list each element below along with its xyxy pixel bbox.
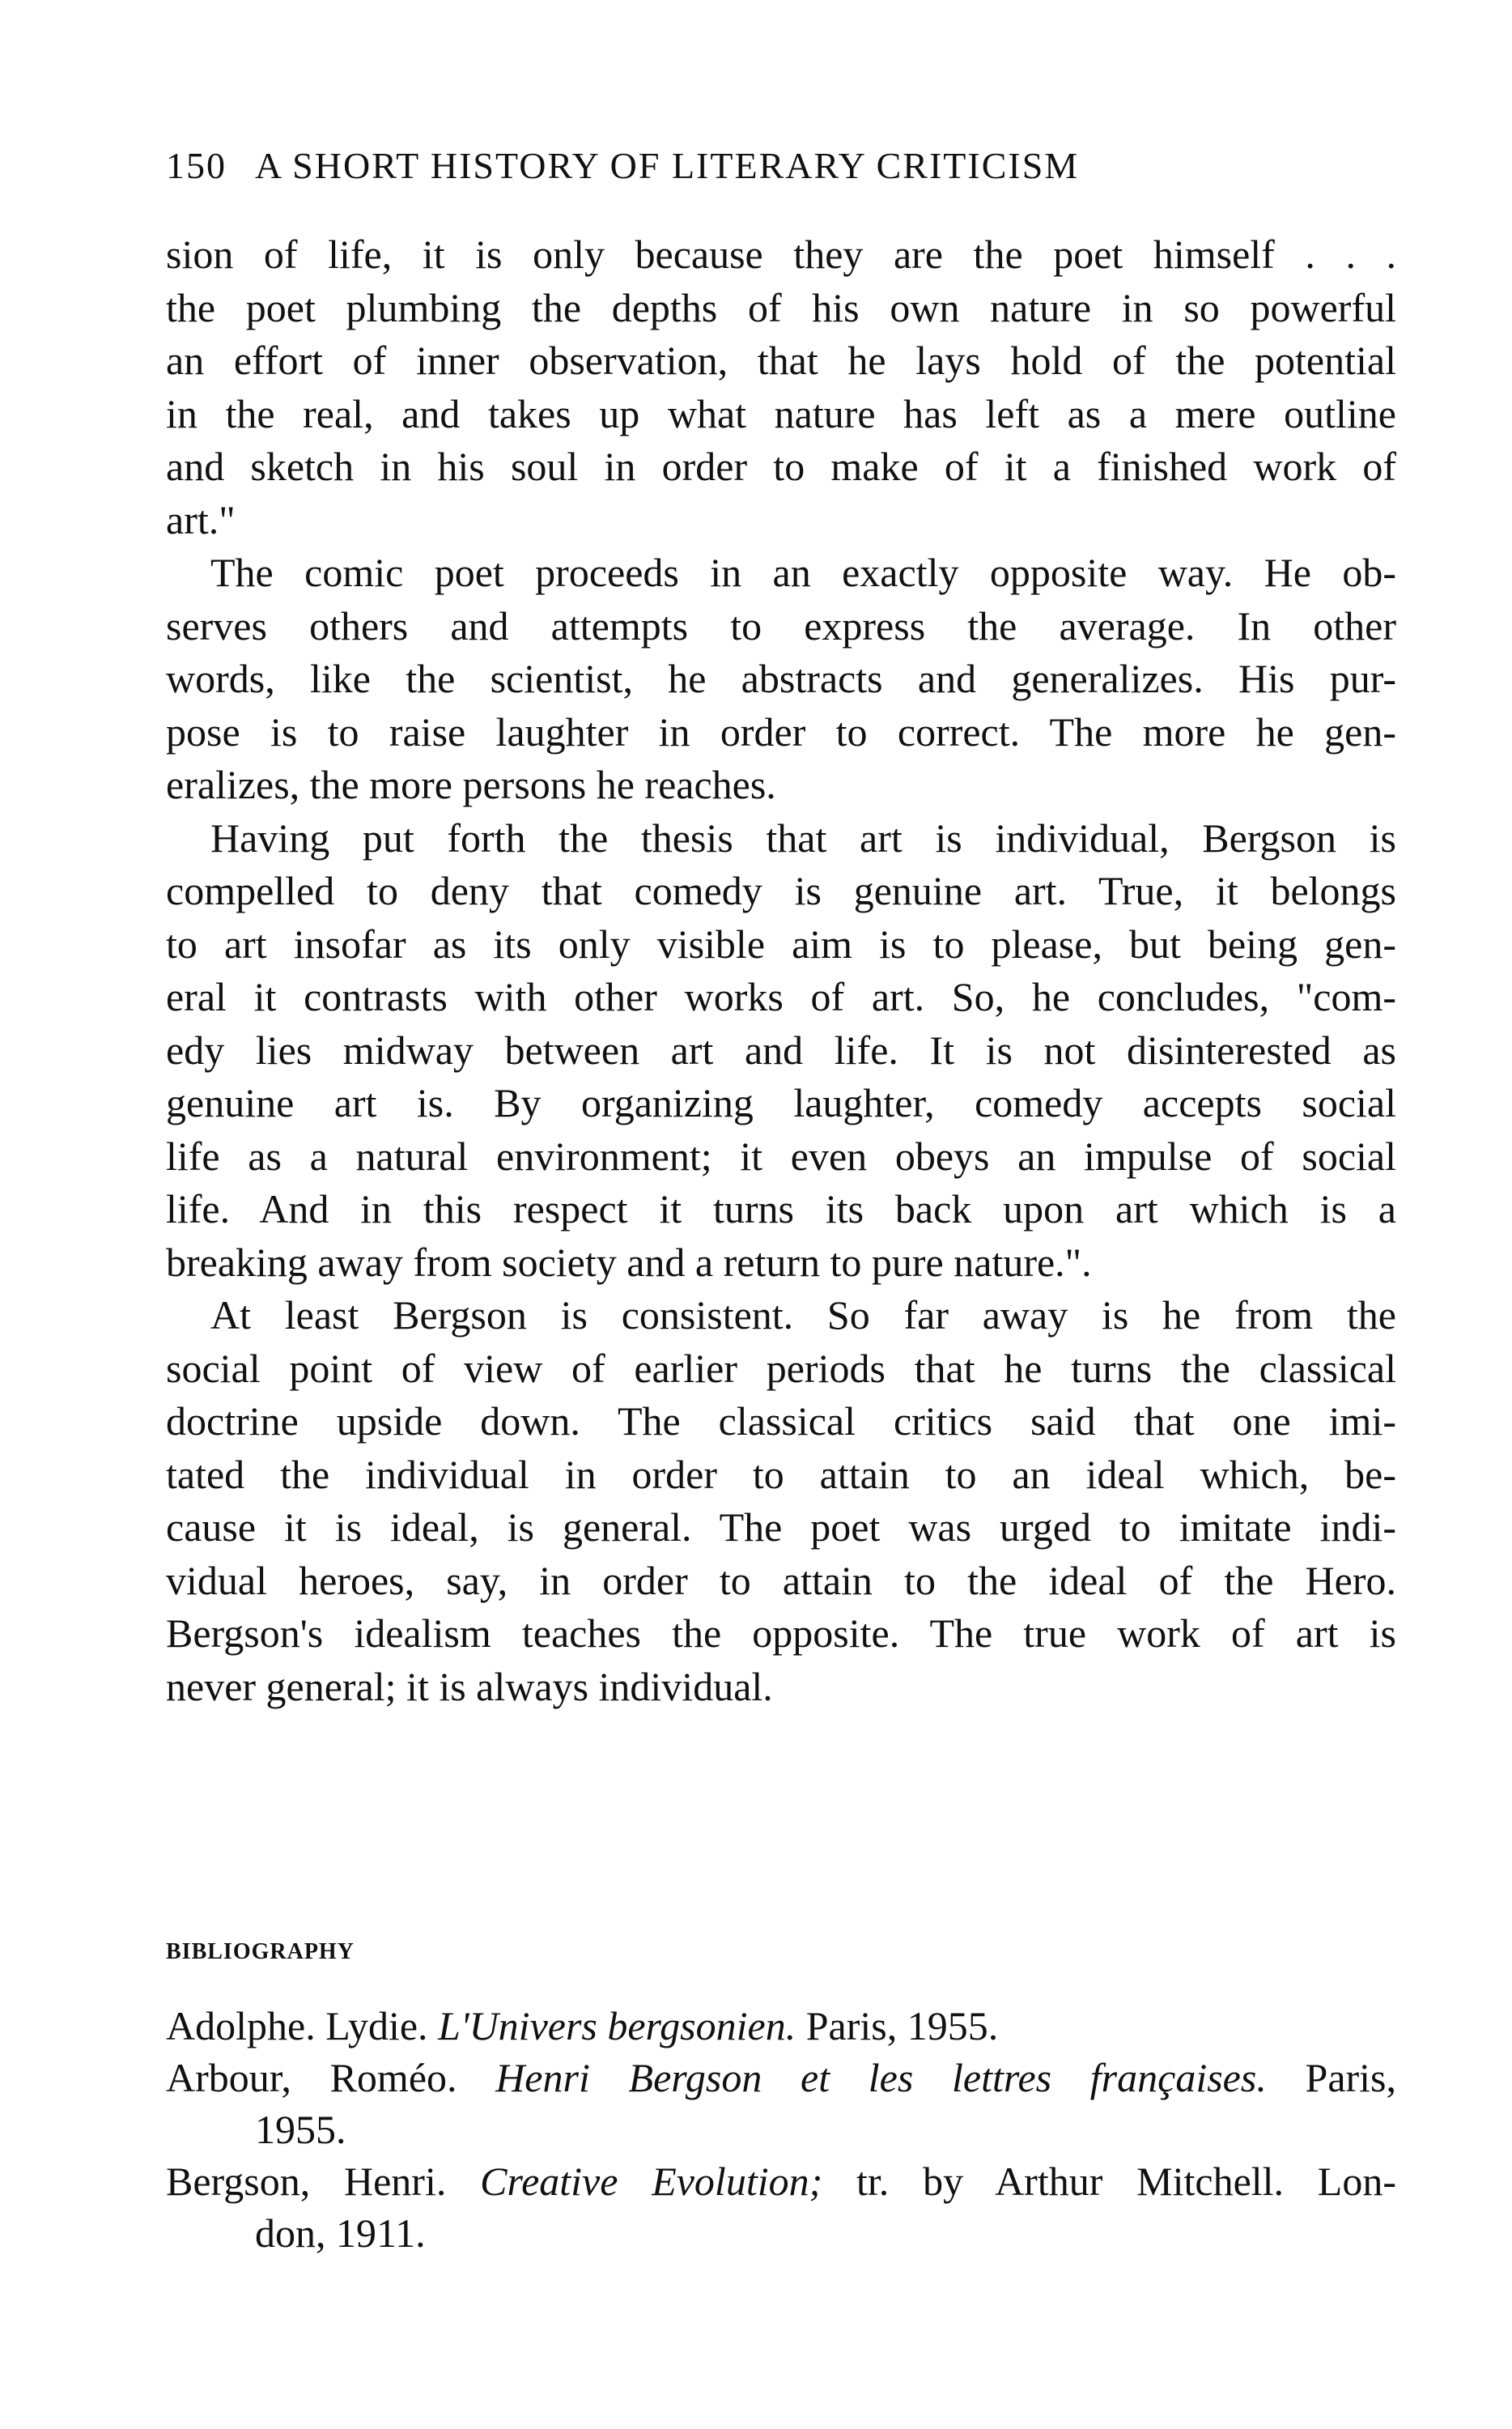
entry-author: Bergson, Henri.	[166, 2159, 481, 2204]
bibliography-list	[166, 2000, 1396, 2259]
text-line: life as a natural environment; it even obeys an impulse of social	[166, 1133, 1396, 1179]
text-line: tated the individual in order to attain to an ideal which, be-	[166, 1451, 1396, 1497]
bibliography-entry	[166, 2000, 1396, 2052]
entry-title: L'Univers bergsonien.	[438, 2003, 796, 2048]
text-line: an effort of inner observation, that he lays hold of the potential	[166, 338, 1396, 383]
text-line: to art insofar as its only visible aim is to please, but being gen-	[166, 921, 1396, 967]
text-line: eral it contrasts with other works of art. So, he concludes, "com-	[166, 974, 1396, 1019]
text-line: edy lies midway between art and life. It is not disinterested as	[166, 1027, 1396, 1073]
entry-author: Adolphe. Lydie.	[166, 2003, 439, 2048]
text-line: eralizes, the more persons he reaches.	[166, 762, 776, 807]
entry-title: Creative Evolution;	[480, 2159, 823, 2204]
paragraph-start-line: At least Bergson is consistent. So far away is he from the	[210, 1292, 1396, 1338]
bibliography-entry-continuation: don, 1911.	[255, 2210, 426, 2256]
text-line: pose is to raise laughter in order to correct. The more he gen-	[166, 708, 1396, 755]
text-line: breaking away from society and a return to pure nature.".	[166, 1239, 1092, 1285]
bibliography-entry	[166, 2155, 1396, 2207]
text-line: the poet plumbing the depths of his own nature in so powerful	[166, 284, 1396, 330]
paragraph-start-line: The comic poet proceeds in an exactly opposite way. He ob-	[210, 550, 1396, 595]
text-line: art."	[166, 496, 236, 542]
page-number: 150	[166, 145, 227, 186]
text-line: life. And in this respect it turns its back upon art which is a	[166, 1186, 1396, 1232]
running-title: A SHORT HISTORY OF LITERARY CRITICISM	[255, 145, 1080, 186]
text-line: doctrine upside down. The classical critics said that one imi-	[166, 1398, 1396, 1444]
entry-publication: Paris,	[1266, 2055, 1397, 2100]
text-line: cause it is ideal, is general. The poet was urged to imitate indi-	[166, 1504, 1396, 1550]
text-line: serves others and attempts to express the average. In other	[166, 602, 1396, 649]
entry-author: Arbour, Roméo.	[166, 2055, 496, 2100]
text-line: Bergson's idealism teaches the opposite. The true work of art is	[166, 1610, 1396, 1656]
text-line: vidual heroes, say, in order to attain to the ideal of the Hero.	[166, 1557, 1396, 1603]
entry-title: Henri Bergson et les lettres françaises.	[495, 2055, 1267, 2100]
bibliography-entry	[166, 2052, 1396, 2104]
running-head	[166, 144, 1396, 193]
body-text	[166, 228, 1396, 1713]
text-line: compelled to deny that comedy is genuine art. True, it belongs	[166, 868, 1396, 913]
entry-publication: tr. by Arthur Mitchell. Lon-	[822, 2159, 1397, 2204]
text-line: words, like the scientist, he abstracts and generalizes. His pur-	[166, 656, 1396, 701]
text-line: social point of view of earlier periods that he turns the classical	[166, 1345, 1396, 1391]
bibliography-entry-continuation: 1955.	[255, 2107, 346, 2152]
text-line: never general; it is always individual.	[166, 1663, 773, 1709]
bibliography-heading: BIBLIOGRAPHY	[166, 1939, 355, 1964]
text-line: in the real, and takes up what nature has left as a mere outline	[166, 390, 1396, 436]
text-line: sion of life, it is only because they are the poet himself . . .	[166, 232, 1396, 277]
entry-publication: Paris, 1955.	[796, 2003, 999, 2048]
paragraph-start-line: Having put forth the thesis that art is individual, Bergson is	[210, 815, 1396, 861]
text-line: and sketch in his soul in order to make of it a finished work of	[166, 444, 1396, 489]
text-line: genuine art is. By organizing laughter, comedy accepts social	[166, 1080, 1396, 1125]
